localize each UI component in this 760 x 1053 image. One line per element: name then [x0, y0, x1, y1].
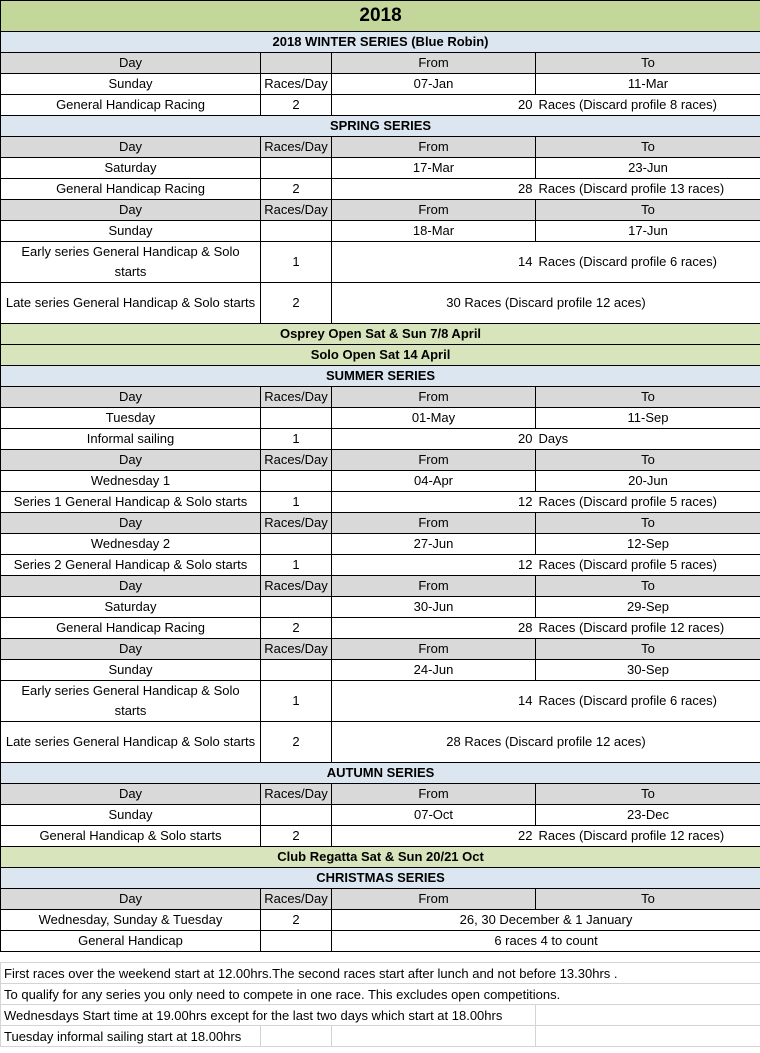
to-cell: 29-Sep	[536, 597, 760, 618]
page-title: 2018	[1, 1, 760, 32]
header-row	[1, 200, 760, 221]
table-row	[1, 555, 760, 576]
table-row	[1, 597, 760, 618]
from-cell: 18-Mar	[332, 221, 536, 242]
to-cell: 17-Jun	[536, 221, 760, 242]
races-per-day-cell	[261, 931, 332, 952]
header-row	[1, 387, 760, 408]
header-from: From	[332, 53, 536, 74]
race-note-cell: Races (Discard profile 13 races)	[536, 179, 760, 200]
event-cell: Early series General Handicap & Solo starts	[1, 242, 261, 283]
table-row	[1, 826, 760, 847]
table-row	[1, 660, 760, 681]
header-day: Day	[1, 387, 261, 408]
table-row	[1, 722, 760, 763]
header-day: Day	[1, 784, 261, 805]
table-row	[1, 74, 760, 95]
note-wednesday-start: Wednesdays Start time at 19.00hrs except for the last two days which start at 18.00hrs	[1, 1005, 536, 1026]
solo-open-banner: Solo Open Sat 14 April	[1, 345, 760, 366]
races-per-day-cell: 1	[261, 681, 332, 722]
races-per-day-cell: 2	[261, 910, 332, 931]
race-count-cell: 14	[332, 242, 536, 283]
header-day: Day	[1, 200, 261, 221]
races-per-day-cell: 2	[261, 618, 332, 639]
table-row	[1, 492, 760, 513]
event-cell: General Handicap Racing	[1, 179, 261, 200]
header-row	[1, 784, 760, 805]
header-to: To	[536, 513, 760, 534]
note-weekend-start: First races over the weekend start at 12.00hrs.The second races start after lunch and not before 13.30hrs .	[1, 963, 760, 984]
header-races-day: Races/Day	[261, 137, 332, 158]
event-cell: General Handicap Racing	[1, 618, 261, 639]
table-row	[1, 179, 760, 200]
races-per-day-cell: 1	[261, 242, 332, 283]
note-row	[1, 963, 760, 984]
header-day: Day	[1, 639, 261, 660]
races-per-day-cell	[261, 660, 332, 681]
races-per-day-cell: 1	[261, 492, 332, 513]
summer-series-title: SUMMER SERIES	[1, 366, 760, 387]
race-note-cell: Races (Discard profile 8 races)	[536, 95, 760, 116]
table-row	[1, 158, 760, 179]
from-cell: 04-Apr	[332, 471, 536, 492]
empty-cell	[332, 1026, 536, 1047]
event-cell: Early series General Handicap & Solo starts	[1, 681, 261, 722]
races-per-day-cell: 2	[261, 722, 332, 763]
autumn-series-title: AUTUMN SERIES	[1, 763, 760, 784]
table-row	[1, 221, 760, 242]
races-per-day-cell	[261, 221, 332, 242]
day-cell: Sunday	[1, 221, 261, 242]
header-races-day: Races/Day	[261, 450, 332, 471]
header-races-day: Races/Day	[261, 639, 332, 660]
day-cell: Wednesday, Sunday & Tuesday	[1, 910, 261, 931]
to-cell: 11-Mar	[536, 74, 760, 95]
races-day-header-cell: Races/Day	[261, 74, 332, 95]
header-day: Day	[1, 53, 261, 74]
from-cell: 27-Jun	[332, 534, 536, 555]
table-row	[1, 805, 760, 826]
races-per-day-cell	[261, 158, 332, 179]
race-count-cell: 28	[332, 618, 536, 639]
header-races-day: Races/Day	[261, 889, 332, 910]
day-cell: Saturday	[1, 158, 261, 179]
to-cell: 30-Sep	[536, 660, 760, 681]
race-count-cell: 28	[332, 179, 536, 200]
race-count-cell: 20	[332, 429, 536, 450]
table-row	[1, 408, 760, 429]
event-cell: Informal sailing	[1, 429, 261, 450]
header-row	[1, 137, 760, 158]
races-per-day-cell: 1	[261, 555, 332, 576]
to-cell: 23-Dec	[536, 805, 760, 826]
empty-cell	[536, 1026, 760, 1047]
header-to: To	[536, 53, 760, 74]
note-row	[1, 1026, 760, 1047]
header-from: From	[332, 200, 536, 221]
race-count-cell: 12	[332, 492, 536, 513]
header-to: To	[536, 387, 760, 408]
from-cell: 01-May	[332, 408, 536, 429]
note-row	[1, 984, 760, 1005]
races-per-day-cell	[261, 534, 332, 555]
table-row	[1, 910, 760, 931]
empty-cell	[536, 1005, 760, 1026]
day-cell: Sunday	[1, 660, 261, 681]
races-per-day-cell: 2	[261, 179, 332, 200]
header-day: Day	[1, 513, 261, 534]
event-cell: Late series General Handicap & Solo starts	[1, 283, 261, 324]
race-note-cell: Races (Discard profile 6 races)	[536, 242, 760, 283]
day-cell: Wednesday 2	[1, 534, 261, 555]
header-to: To	[536, 639, 760, 660]
header-races-day: Races/Day	[261, 784, 332, 805]
table-row	[1, 534, 760, 555]
event-cell: Series 2 General Handicap & Solo starts	[1, 555, 261, 576]
table-row	[1, 429, 760, 450]
header-row	[1, 450, 760, 471]
header-from: From	[332, 387, 536, 408]
to-cell: 20-Jun	[536, 471, 760, 492]
race-count-cell: 12	[332, 555, 536, 576]
races-per-day-cell	[261, 805, 332, 826]
event-cell: General Handicap & Solo starts	[1, 826, 261, 847]
header-races-day: Races/Day	[261, 576, 332, 597]
header-from: From	[332, 450, 536, 471]
header-from: From	[332, 513, 536, 534]
header-day: Day	[1, 137, 261, 158]
winter-series-title: 2018 WINTER SERIES (Blue Robin)	[1, 32, 760, 53]
race-note-cell: Days	[536, 429, 760, 450]
header-day: Day	[1, 889, 261, 910]
header-day: Day	[1, 450, 261, 471]
club-regatta-banner: Club Regatta Sat & Sun 20/21 Oct	[1, 847, 760, 868]
race-note-cell: Races (Discard profile 5 races)	[536, 492, 760, 513]
race-note-cell: 28 Races (Discard profile 12 aces)	[332, 722, 760, 763]
table-row	[1, 931, 760, 952]
header-to: To	[536, 450, 760, 471]
note-qualify: To qualify for any series you only need to compete in one race. This excludes open competitions.	[1, 984, 760, 1005]
note-row	[1, 1005, 760, 1026]
race-count-cell: 20	[332, 95, 536, 116]
christmas-series-title: CHRISTMAS SERIES	[1, 868, 760, 889]
day-cell: Wednesday 1	[1, 471, 261, 492]
races-per-day-cell: 1	[261, 429, 332, 450]
races-per-day-cell: 2	[261, 283, 332, 324]
race-note-cell: Races (Discard profile 12 races)	[536, 826, 760, 847]
day-cell: Sunday	[1, 74, 261, 95]
table-row	[1, 471, 760, 492]
empty-cell	[261, 1026, 332, 1047]
day-cell: Tuesday	[1, 408, 261, 429]
races-per-day-cell: 2	[261, 826, 332, 847]
race-count-cell: 22	[332, 826, 536, 847]
spring-series-title: SPRING SERIES	[1, 116, 760, 137]
osprey-open-banner: Osprey Open Sat & Sun 7/8 April	[1, 324, 760, 345]
header-from: From	[332, 784, 536, 805]
from-cell: 07-Jan	[332, 74, 536, 95]
header-to: To	[536, 137, 760, 158]
races-per-day-cell	[261, 408, 332, 429]
header-from: From	[332, 639, 536, 660]
race-note-cell: Races (Discard profile 6 races)	[536, 681, 760, 722]
event-cell: Series 1 General Handicap & Solo starts	[1, 492, 261, 513]
table-row	[1, 681, 760, 722]
to-cell: 23-Jun	[536, 158, 760, 179]
from-cell: 30-Jun	[332, 597, 536, 618]
note-tuesday-start: Tuesday informal sailing start at 18.00hrs	[1, 1026, 261, 1047]
spacer	[0, 952, 760, 962]
header-row	[1, 889, 760, 910]
header-to: To	[536, 576, 760, 597]
table-row	[1, 95, 760, 116]
header-to: To	[536, 784, 760, 805]
race-note-cell: Races (Discard profile 12 races)	[536, 618, 760, 639]
race-note-cell: Races (Discard profile 5 races)	[536, 555, 760, 576]
from-cell: 24-Jun	[332, 660, 536, 681]
race-note-cell: 6 races 4 to count	[332, 931, 760, 952]
header-row	[1, 639, 760, 660]
header-to: To	[536, 200, 760, 221]
header-row	[1, 576, 760, 597]
race-count-cell: 14	[332, 681, 536, 722]
event-cell: General Handicap Racing	[1, 95, 261, 116]
header-from: From	[332, 137, 536, 158]
day-cell: Saturday	[1, 597, 261, 618]
header-to: To	[536, 889, 760, 910]
header-races-day	[261, 53, 332, 74]
event-cell: General Handicap	[1, 931, 261, 952]
header-day: Day	[1, 576, 261, 597]
races-per-day-cell	[261, 597, 332, 618]
from-cell: 17-Mar	[332, 158, 536, 179]
notes-table	[0, 962, 760, 1047]
header-races-day: Races/Day	[261, 513, 332, 534]
race-note-cell: 30 Races (Discard profile 12 aces)	[332, 283, 760, 324]
table-row	[1, 242, 760, 283]
to-cell: 12-Sep	[536, 534, 760, 555]
event-cell: Late series General Handicap & Solo starts	[1, 722, 261, 763]
day-cell: Sunday	[1, 805, 261, 826]
to-cell: 11-Sep	[536, 408, 760, 429]
header-from: From	[332, 889, 536, 910]
dates-cell: 26, 30 December & 1 January	[332, 910, 760, 931]
table-row	[1, 283, 760, 324]
header-races-day: Races/Day	[261, 200, 332, 221]
header-from: From	[332, 576, 536, 597]
from-cell: 07-Oct	[332, 805, 536, 826]
races-per-day-cell	[261, 471, 332, 492]
header-row	[1, 513, 760, 534]
races-per-day-cell: 2	[261, 95, 332, 116]
header-row	[1, 53, 760, 74]
header-races-day: Races/Day	[261, 387, 332, 408]
table-row	[1, 618, 760, 639]
